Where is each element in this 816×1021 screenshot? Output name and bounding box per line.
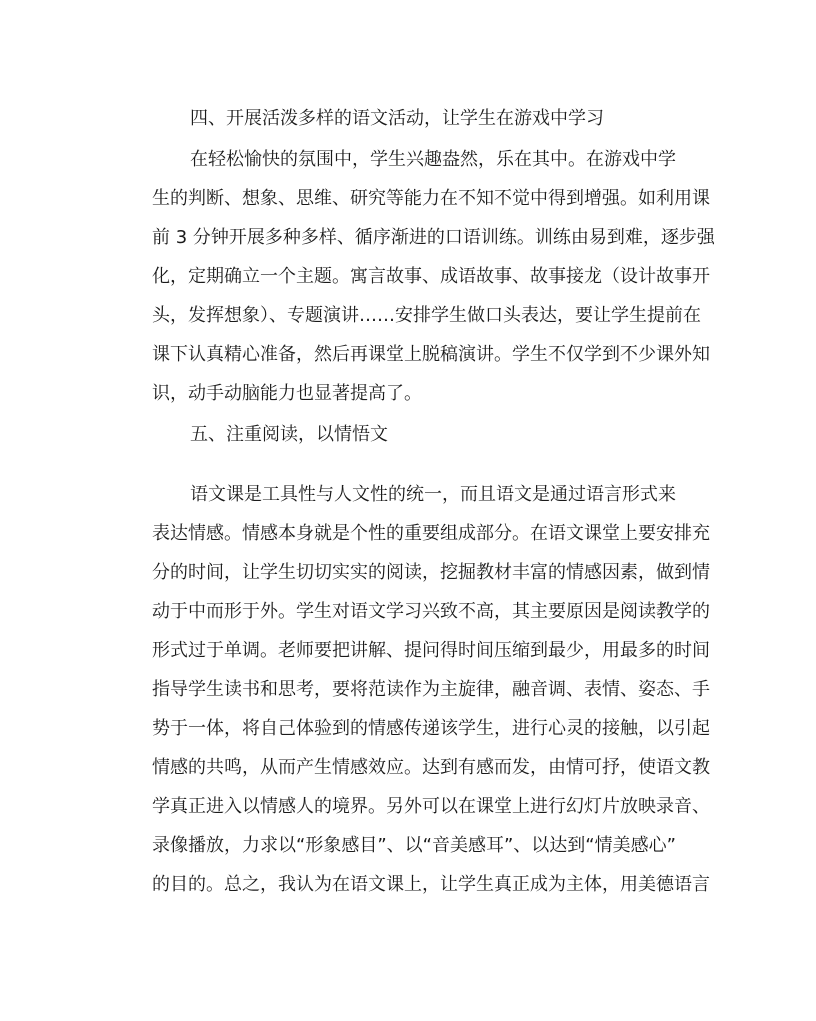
paragraph-line: 学真正进入以情感人的境界。另外可以在课堂上进行幻灯片放映录音、 xyxy=(152,796,710,817)
paragraph-line: 识，动手动脑能力也显著提高了。 xyxy=(152,383,422,404)
section-4-heading: 四、开展活泼多样的语文活动，让学生在游戏中学习 xyxy=(190,108,604,129)
paragraph-line: 课下认真精心准备，然后再课堂上脱稿演讲。学生不仅学到不少课外知 xyxy=(152,344,710,365)
paragraph-line: 情感的共鸣，从而产生情感效应。达到有感而发，由情可抒，使语文教 xyxy=(152,757,710,778)
paragraph-line: 动于中而形于外。学生对语文学习兴致不高，其主要原因是阅读教学的 xyxy=(152,601,710,622)
paragraph-line: 前 3 分钟开展多种多样、循序渐进的口语训练。训练由易到难，逐步强 xyxy=(152,227,715,248)
paragraph-line: 形式过于单调。老师要把讲解、提问得时间压缩到最少，用最多的时间 xyxy=(152,640,710,661)
paragraph-line: 指导学生读书和思考，要将范读作为主旋律，融音调、表情、姿态、手 xyxy=(152,679,710,700)
paragraph-line: 录像播放，力求以“形象感目”、以“音美感耳”、以达到“情美感心” xyxy=(152,835,676,856)
paragraph-line: 生的判断、想象、思维、研究等能力在不知不觉中得到增强。如利用课 xyxy=(152,188,710,209)
paragraph-line: 势于一体，将自己体验到的情感传递该学生，进行心灵的接触，以引起 xyxy=(152,718,710,739)
paragraph-line: 语文课是工具性与人文性的统一，而且语文是通过语言形式来 xyxy=(190,484,676,505)
paragraph-line: 头，发挥想象）、专题演讲……安排学生做口头表达，要让学生提前在 xyxy=(152,305,701,326)
paragraph-line: 在轻松愉快的氛围中，学生兴趣盎然，乐在其中。在游戏中学 xyxy=(190,149,676,170)
paragraph-line: 化，定期确立一个主题。寓言故事、成语故事、故事接龙（设计故事开 xyxy=(152,266,710,287)
section-5-heading: 五、注重阅读，以情悟文 xyxy=(190,424,388,445)
paragraph-line: 分的时间，让学生切切实实的阅读，挖掘教材丰富的情感因素，做到情 xyxy=(152,562,710,583)
paragraph-line: 表达情感。情感本身就是个性的重要组成部分。在语文课堂上要安排充 xyxy=(152,523,710,544)
paragraph-line: 的目的。总之，我认为在语文课上，让学生真正成为主体，用美德语言 xyxy=(152,874,710,895)
